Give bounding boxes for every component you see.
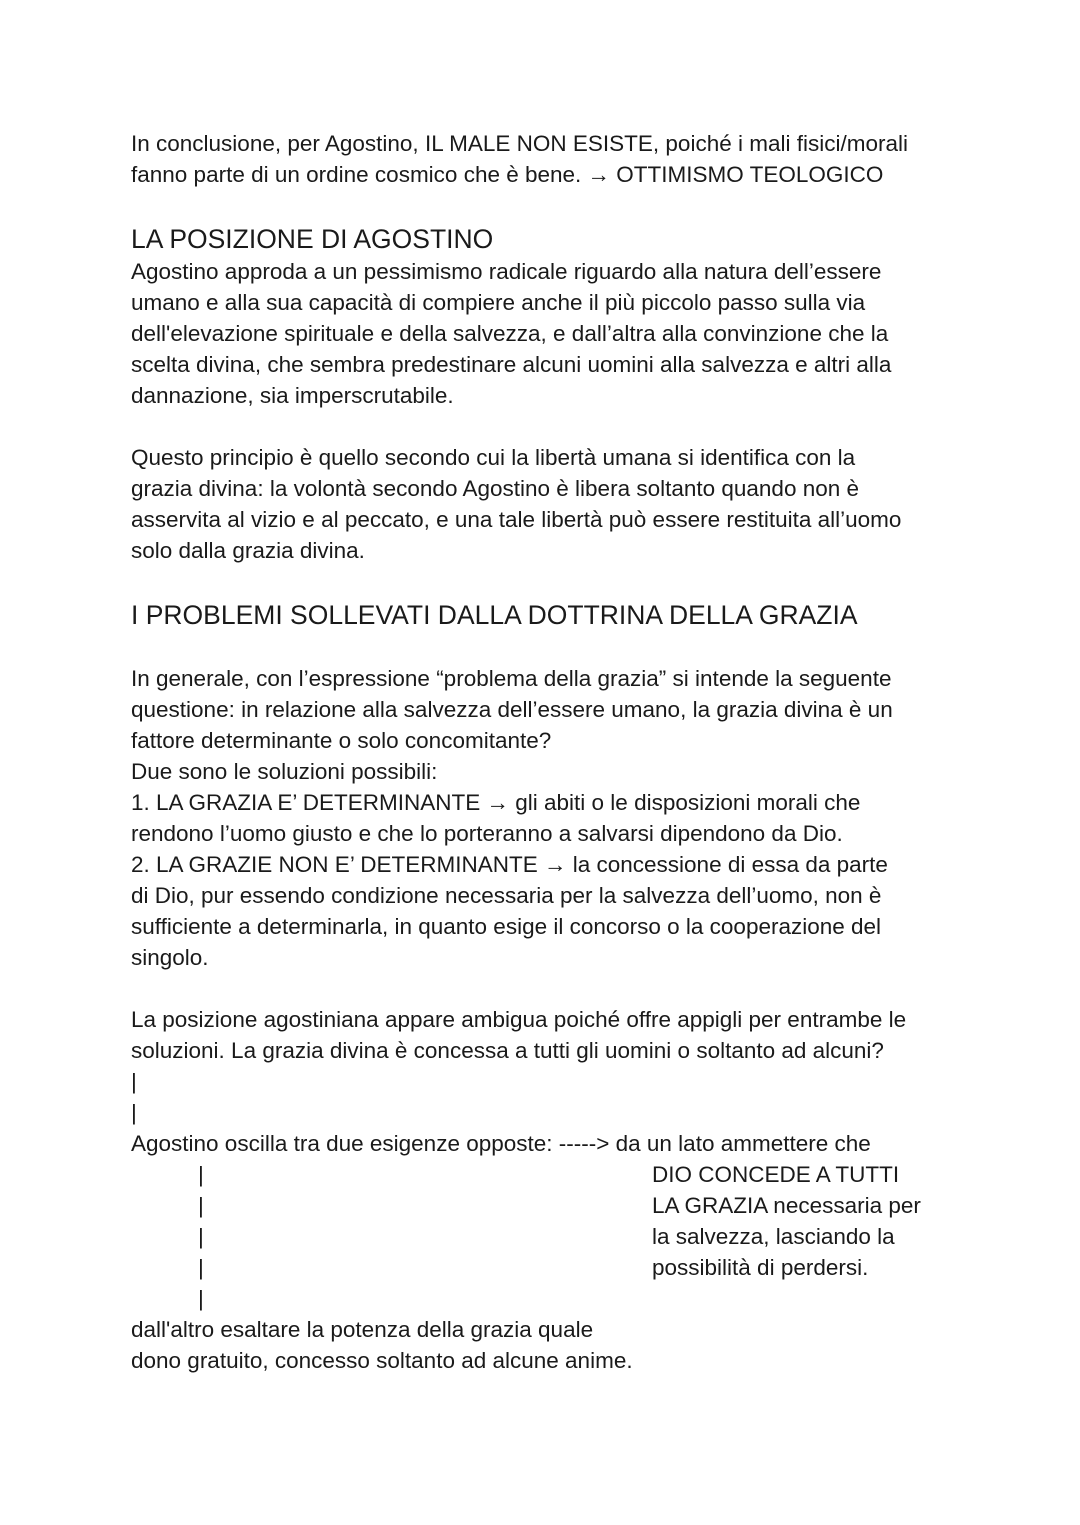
text-line: di Dio, pur essendo condizione necessaria per la salvezza dell’uomo, non è [131,883,882,908]
connector-bar: | [198,1193,204,1218]
text-line: 1. LA GRAZIA E’ DETERMINANTE → gli abiti o le disposizioni morali che [131,790,861,815]
text-line: rendono l’uomo giusto e che lo porteranno a salvarsi dipendono da Dio. [131,821,843,846]
connector-bar: | [198,1286,204,1311]
text-line: singolo. [131,945,209,970]
problemi-paragraph-1 [131,663,961,973]
right-column-line: DIO CONCEDE A TUTTI [652,1162,900,1187]
connector-bar: | [198,1255,204,1280]
right-column-line: la salvezza, lasciando la [652,1224,895,1249]
connector-bar: | [131,1069,137,1094]
text-line: grazia divina: la volontà secondo Agostino è libera soltanto quando non è [131,476,860,501]
intro-paragraph [131,128,961,190]
text-line: fanno parte di un ordine cosmico che è bene. → OTTIMISMO TEOLOGICO [131,162,884,187]
text-line: Due sono le soluzioni possibili: [131,759,438,784]
section-heading-posizione: LA POSIZIONE DI AGOSTINO [131,224,494,254]
problemi-paragraph-2 [131,1004,961,1066]
oscillation-line: Agostino oscilla tra due esigenze opposte: -----> da un lato ammettere che [131,1131,871,1156]
text-line: Agostino approda a un pessimismo radicale riguardo alla natura dell’essere [131,259,882,284]
posizione-paragraph-2 [131,442,961,566]
diagram-row [131,1221,961,1252]
text-line: asservita al vizio e al peccato, e una tale libertà può essere restituita all’uomo [131,507,902,532]
text-line: solo dalla grazia divina. [131,538,365,563]
text-line: questione: in relazione alla salvezza dell’essere umano, la grazia divina è un [131,697,893,722]
diagram-row [131,1159,961,1190]
document-page [131,128,961,1376]
text-line: fattore determinante o solo concomitante? [131,728,552,753]
text-line: In conclusione, per Agostino, IL MALE NON ESISTE, poiché i mali fisici/morali [131,131,908,156]
text-line: soluzioni. La grazia divina è concessa a tutti gli uomini o soltanto ad alcuni? [131,1038,884,1063]
connector-bar: | [198,1162,204,1187]
diagram-row [131,1190,961,1221]
text-line: dell'elevazione spirituale e della salvezza, e dall’altra alla convinzione che la [131,321,889,346]
conclusion-paragraph [131,1314,961,1376]
text-line: dall'altro esaltare la potenza della grazia quale [131,1317,594,1342]
connector-bar: | [131,1100,137,1125]
text-line: dono gratuito, concesso soltanto ad alcune anime. [131,1348,633,1373]
right-column-line: LA GRAZIA necessaria per [652,1193,921,1218]
diagram-row [131,1283,961,1314]
diagram-row [131,1252,961,1283]
text-line: Questo principio è quello secondo cui la libertà umana si identifica con la [131,445,856,470]
text-line: dannazione, sia imperscrutabile. [131,383,454,408]
text-line: La posizione agostiniana appare ambigua poiché offre appigli per entrambe le [131,1007,907,1032]
connector-bar: | [198,1224,204,1249]
text-line: 2. LA GRAZIE NON E’ DETERMINANTE → la concessione di essa da parte [131,852,888,877]
connector-bar-row [131,1066,961,1097]
connector-bar-row [131,1097,961,1128]
text-line: sufficiente a determinarla, in quanto esige il concorso o la cooperazione del [131,914,882,939]
posizione-paragraph-1 [131,256,961,411]
right-column-line: possibilità di perdersi. [652,1255,869,1280]
text-line: scelta divina, che sembra predestinare alcuni uomini alla salvezza e altri alla [131,352,892,377]
section-heading-problemi: I PROBLEMI SOLLEVATI DALLA DOTTRINA DELLA GRAZIA [131,600,858,630]
text-line: umano e alla sua capacità di compiere anche il più piccolo passo sulla via [131,290,866,315]
text-line: In generale, con l’espressione “problema della grazia” si intende la seguente [131,666,892,691]
